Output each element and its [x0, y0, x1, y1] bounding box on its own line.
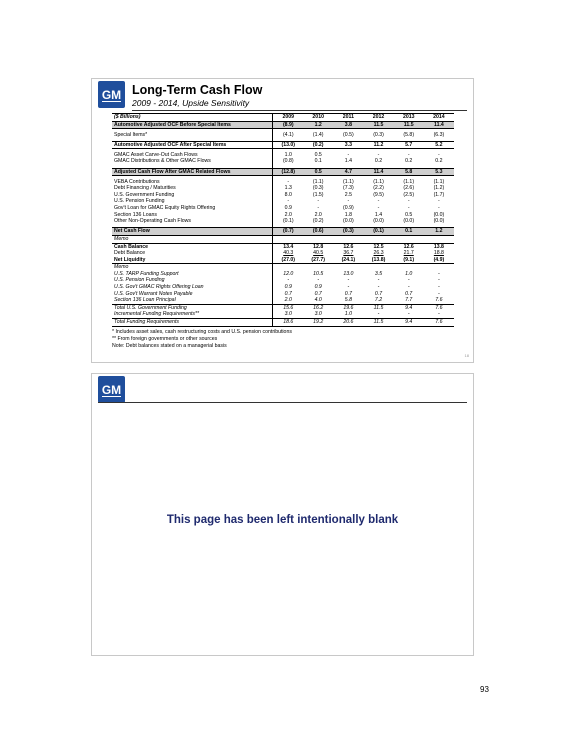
value-cell: (1.2) — [433, 185, 445, 192]
table-row — [112, 152, 454, 159]
value-cell: 1.0 — [333, 311, 363, 318]
value-cell: - — [438, 270, 440, 277]
value-cell: 3.3 — [333, 141, 363, 149]
value-cell: 0.1 — [394, 228, 424, 236]
row-label: U.S. TARP Funding Support — [114, 270, 179, 277]
value-cell: 13.8 — [424, 243, 454, 250]
row-label: U.S. Government Funding — [114, 191, 175, 198]
value-cell: 11.5 — [363, 121, 393, 129]
value-cell — [394, 264, 424, 271]
value-cell: 5.2 — [424, 141, 454, 149]
value-cell: 12.6 — [333, 243, 363, 250]
slide-subtitle: 2009 - 2014, Upside Sensitivity — [132, 98, 250, 108]
gm-logo-text: GM — [101, 87, 122, 102]
value-cell: (0.0) — [343, 218, 354, 225]
value-cell: - — [317, 277, 320, 284]
value-cell: (1.5) — [312, 191, 324, 198]
slide-number: 18 — [464, 353, 469, 358]
slide-title: Long-Term Cash Flow — [132, 83, 263, 97]
value-cell: - — [377, 284, 380, 291]
page-number: 93 — [480, 685, 489, 694]
value-cell: (0.3) — [312, 185, 324, 192]
value-cell: 12.0 — [273, 271, 303, 278]
value-cell: - — [363, 311, 393, 318]
title-rule — [98, 402, 467, 403]
value-cell: - — [273, 198, 303, 205]
table-row — [112, 271, 454, 278]
value-cell: - — [317, 198, 320, 205]
value-cell: 0.7 — [405, 290, 413, 297]
value-cell: - — [317, 205, 320, 212]
cash-flow-table — [112, 113, 454, 327]
value-cell: (12.8) — [273, 168, 303, 176]
value-cell: 11.4 — [424, 121, 454, 129]
value-cell — [394, 235, 424, 243]
value-cell: (27.7) — [303, 257, 333, 264]
value-cell: 3.0 — [273, 311, 303, 318]
value-cell: (1.1) — [433, 178, 445, 185]
value-cell — [273, 264, 303, 271]
row-label: Total Funding Requirements — [112, 319, 273, 327]
value-cell: (0.2) — [303, 141, 333, 149]
value-cell: 9.4 — [405, 304, 413, 311]
value-cell: (0.0) — [433, 211, 445, 218]
table-row — [112, 185, 454, 192]
value-cell: 0.2 — [374, 158, 383, 165]
blank-page-message: This page has been left intentionally blank — [166, 514, 399, 526]
gm-logo — [98, 376, 125, 403]
value-cell: 1.2 — [424, 228, 454, 236]
value-cell: 18.8 — [433, 250, 444, 257]
value-cell: (0.0) — [373, 218, 384, 225]
value-cell: 0.9 — [273, 284, 303, 291]
value-cell: 0.9 — [273, 205, 303, 212]
footnote: Note: Debt balances stated on a managerial basis — [112, 342, 227, 349]
value-cell: 0.5 — [405, 211, 413, 218]
header-cell: 2009 — [273, 114, 303, 122]
value-cell: - — [377, 205, 380, 212]
value-cell: (6.3) — [433, 131, 445, 138]
value-cell: (27.0) — [273, 257, 303, 264]
value-cell — [333, 235, 363, 243]
value-cell: - — [273, 179, 303, 186]
table-row — [112, 250, 454, 257]
value-cell: (1.1) — [343, 178, 354, 185]
value-cell: 9.4 — [394, 319, 424, 327]
value-cell: - — [394, 311, 424, 318]
value-cell: 0.9 — [314, 284, 322, 291]
table-row — [112, 212, 454, 219]
value-cell: 36.7 — [343, 250, 354, 257]
value-cell: - — [407, 277, 410, 284]
table-row — [112, 192, 454, 199]
table-row — [112, 132, 454, 139]
header-cell: 2014 — [424, 114, 454, 122]
value-cell: 4.7 — [333, 168, 363, 176]
footnotes — [112, 329, 292, 349]
table-row — [112, 297, 454, 304]
value-cell: (1.1) — [312, 178, 324, 185]
title-rule — [132, 110, 467, 111]
row-label: Debt Balance — [114, 250, 146, 257]
value-cell: (0.3) — [333, 228, 363, 236]
value-cell: - — [438, 290, 440, 297]
value-cell: 11.5 — [363, 319, 393, 327]
value-cell — [424, 235, 454, 243]
value-cell: - — [407, 205, 410, 212]
row-label: U.S. Gov't Warrant Notes Payable — [114, 290, 193, 297]
table-row — [112, 264, 454, 271]
value-cell: 2.0 — [314, 211, 322, 218]
value-cell: 4.0 — [303, 297, 333, 304]
table-row — [112, 235, 454, 243]
value-cell — [273, 235, 303, 243]
row-label: Adjusted Cash Flow After GMAC Related Flows — [112, 168, 273, 176]
value-cell: - — [377, 151, 380, 158]
value-cell: - — [273, 277, 303, 284]
value-cell: 0.2 — [435, 158, 443, 165]
value-cell: (2.2) — [373, 185, 384, 192]
gm-logo-underline — [102, 101, 121, 102]
value-cell: 1.8 — [344, 211, 352, 218]
value-cell: - — [438, 277, 440, 284]
value-cell: (0.1) — [273, 218, 303, 225]
value-cell: (8.9) — [273, 121, 303, 129]
table-row — [112, 257, 454, 264]
value-cell: 5.8 — [394, 168, 424, 176]
slide-long-term-cash-flow — [91, 78, 474, 363]
value-cell: - — [438, 198, 440, 205]
value-cell: - — [407, 284, 410, 291]
value-cell: - — [407, 198, 410, 205]
value-cell: (0.7) — [273, 228, 303, 236]
row-label: Memo — [114, 235, 129, 242]
row-label: GMAC Distributions & Other GMAC Flows — [114, 158, 211, 165]
value-cell: - — [377, 277, 380, 284]
value-cell: 0.7 — [314, 290, 322, 297]
value-cell: 11.5 — [373, 304, 384, 311]
value-cell: 2.0 — [273, 297, 303, 304]
value-cell: - — [347, 284, 350, 291]
row-label: Special Items* — [114, 131, 148, 138]
row-label: Other Non-Operating Cash Flows — [114, 218, 191, 225]
value-cell: 26.3 — [373, 250, 384, 257]
value-cell: (5.8) — [403, 131, 415, 138]
row-label: U.S. Gov't GMAC Rights Offering Loan — [114, 284, 204, 291]
header-cell: ($ Billions) — [112, 114, 273, 122]
gm-logo-underline — [102, 396, 121, 397]
row-label: Debt Financing / Maturities — [114, 185, 176, 192]
row-label: Section 136 Loans — [114, 211, 157, 218]
row-label: GMAC Asset Carve-Out Cash Flows — [114, 151, 198, 158]
row-label: U.S. Pension Funding — [114, 277, 165, 284]
value-cell — [363, 264, 393, 271]
value-cell: (2.6) — [403, 185, 415, 192]
value-cell: - — [347, 198, 350, 205]
row-label: Memo — [114, 264, 129, 271]
row-label: Net Cash Flow — [112, 228, 273, 236]
table-row — [112, 121, 454, 129]
table-row — [112, 304, 454, 311]
value-cell: 0.1 — [314, 158, 322, 165]
value-cell: 12.6 — [394, 243, 424, 250]
value-cell: 40.3 — [273, 250, 303, 257]
value-cell: (0.1) — [363, 228, 393, 236]
value-cell: - — [438, 205, 440, 212]
table-row — [112, 319, 454, 327]
value-cell: - — [407, 151, 410, 158]
value-cell: 1.4 — [344, 158, 352, 165]
row-label: Automotive Adjusted OCF After Special Items — [112, 141, 273, 149]
value-cell: 7.6 — [435, 304, 443, 311]
row-label: Gov't Loan for GMAC Equity Rights Offering — [114, 205, 216, 212]
slide-blank — [91, 373, 474, 656]
value-cell: 2.5 — [344, 191, 352, 198]
table-header-row — [112, 114, 454, 122]
value-cell: 3.0 — [303, 311, 333, 318]
value-cell: 3.8 — [333, 121, 363, 129]
value-cell: 7.6 — [424, 319, 454, 327]
value-cell: 13.4 — [273, 243, 303, 250]
value-cell: (0.0) — [403, 218, 415, 225]
value-cell: (0.6) — [303, 228, 333, 236]
value-cell: 0.5 — [303, 168, 333, 176]
value-cell: 40.5 — [313, 250, 324, 257]
table-row — [112, 311, 454, 318]
value-cell: 7.2 — [363, 297, 393, 304]
value-cell: 12.5 — [363, 243, 393, 250]
value-cell: (7.3) — [343, 185, 354, 192]
row-label: Total U.S. Government Funding — [114, 304, 187, 311]
value-cell: 19.2 — [303, 319, 333, 327]
value-cell: 13.0 — [343, 270, 354, 277]
value-cell — [333, 264, 363, 271]
value-cell: 0.2 — [405, 158, 413, 165]
value-cell — [424, 264, 454, 271]
table-row — [112, 277, 454, 284]
value-cell: 1.4 — [374, 211, 383, 218]
table-row — [112, 168, 454, 176]
value-cell: 1.2 — [303, 121, 333, 129]
footnote: * Includes asset sales, cash restructuring costs and U.S. pension contributions — [112, 329, 292, 335]
row-label: Automotive Adjusted OCF Before Special Items — [112, 121, 273, 129]
value-cell: (9.5) — [373, 191, 384, 198]
value-cell: (0.9) — [343, 205, 354, 212]
row-label: Net Liquidity — [112, 257, 273, 264]
value-cell: 18.6 — [273, 319, 303, 327]
value-cell: 12.8 — [303, 243, 333, 250]
table-row — [112, 205, 454, 212]
header-cell: 2013 — [394, 114, 424, 122]
header-cell: 2010 — [303, 114, 333, 122]
value-cell: (4.9) — [424, 257, 454, 264]
value-cell: 5.8 — [333, 297, 363, 304]
value-cell: 8.0 — [273, 192, 303, 199]
value-cell: 0.7 — [344, 290, 352, 297]
value-cell: (4.1) — [273, 132, 303, 139]
value-cell: 19.6 — [343, 304, 354, 311]
value-cell: (0.2) — [312, 218, 324, 225]
value-cell: 11.5 — [394, 121, 424, 129]
value-cell: 21.7 — [403, 250, 414, 257]
table-row — [112, 141, 454, 149]
row-label: Section 136 Loan Principal — [112, 297, 273, 304]
value-cell: (9.1) — [394, 257, 424, 264]
value-cell: (1.1) — [373, 178, 384, 185]
table-row — [112, 158, 454, 165]
gm-logo — [98, 81, 125, 108]
value-cell: - — [424, 311, 454, 318]
value-cell: 20.6 — [333, 319, 363, 327]
value-cell: (1.4) — [312, 131, 324, 138]
value-cell: 11.2 — [363, 141, 393, 149]
value-cell: 7.7 — [394, 297, 424, 304]
row-label: Incremental Funding Requirements** — [112, 311, 273, 318]
value-cell: 16.2 — [313, 304, 324, 311]
table-row — [112, 228, 454, 236]
value-cell: 0.7 — [273, 291, 303, 298]
value-cell: (1.1) — [403, 178, 415, 185]
value-cell: (13.0) — [273, 141, 303, 149]
value-cell: 3.5 — [374, 270, 383, 277]
table-row — [112, 243, 454, 250]
row-label: Cash Balance — [112, 243, 273, 250]
table-row — [112, 291, 454, 298]
value-cell: (24.1) — [333, 257, 363, 264]
header-cell: 2012 — [363, 114, 393, 122]
footnote: ** From foreign governments or other sources — [112, 335, 218, 342]
value-cell — [363, 235, 393, 243]
value-cell: 1.0 — [405, 270, 413, 277]
table-row — [112, 218, 454, 225]
value-cell: (0.8) — [273, 158, 303, 165]
value-cell: (2.5) — [403, 191, 415, 198]
value-cell: (0.0) — [433, 218, 445, 225]
value-cell: 2.0 — [273, 212, 303, 219]
value-cell: 5.7 — [394, 141, 424, 149]
value-cell — [303, 235, 333, 243]
value-cell — [303, 264, 333, 271]
value-cell: 1.3 — [273, 185, 303, 192]
value-cell: 7.6 — [424, 297, 454, 304]
value-cell: 0.7 — [374, 290, 383, 297]
value-cell: 5.3 — [424, 168, 454, 176]
row-label: U.S. Pension Funding — [114, 198, 165, 205]
row-label: VEBA Contributions — [114, 178, 160, 185]
value-cell: - — [347, 277, 350, 284]
value-cell: 1.0 — [273, 152, 303, 159]
value-cell: (0.3) — [373, 131, 384, 138]
value-cell: (1.7) — [433, 191, 445, 198]
value-cell: - — [438, 151, 440, 158]
header-cell: 2011 — [333, 114, 363, 122]
gm-logo-text: GM — [101, 382, 122, 397]
value-cell: (0.5) — [343, 131, 354, 138]
table-row — [112, 198, 454, 205]
value-cell: 15.6 — [273, 304, 303, 311]
value-cell: 0.5 — [314, 151, 322, 158]
table-row — [112, 284, 454, 291]
table-row — [112, 179, 454, 186]
value-cell: (13.8) — [363, 257, 393, 264]
value-cell: - — [347, 151, 350, 158]
value-cell: - — [377, 198, 380, 205]
value-cell: - — [438, 284, 440, 291]
value-cell: 11.4 — [363, 168, 393, 176]
value-cell: 10.5 — [313, 270, 324, 277]
